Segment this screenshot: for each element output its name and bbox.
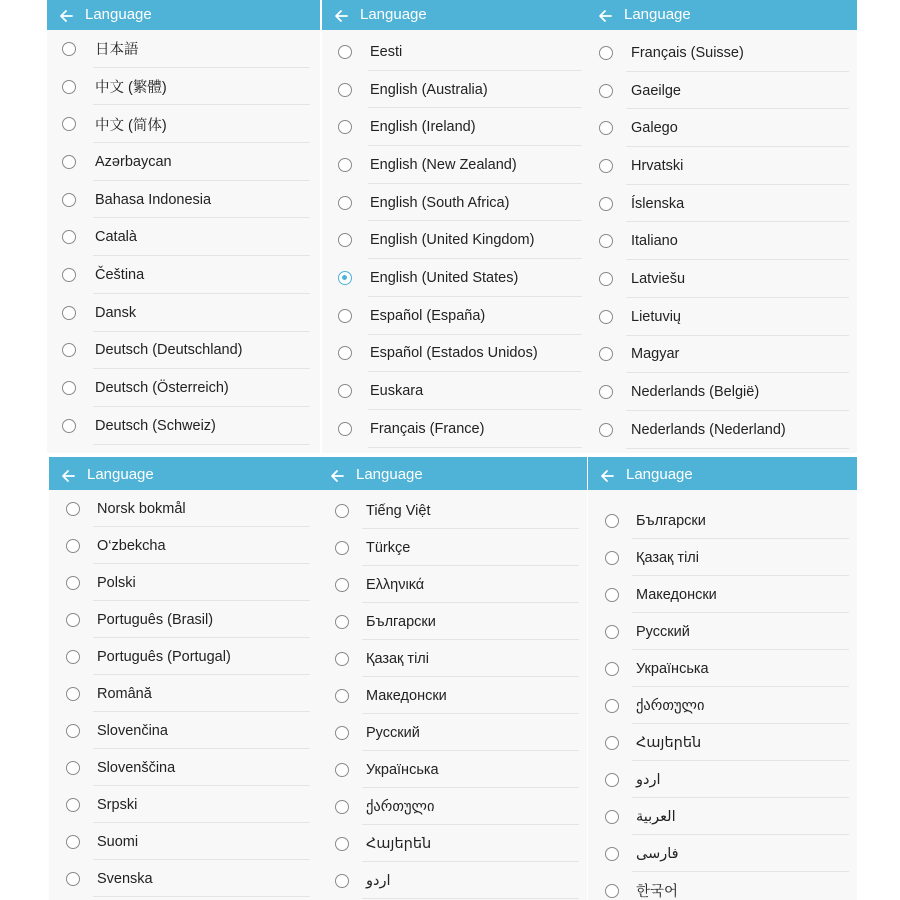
app-bar	[318, 457, 587, 490]
language-option[interactable]	[49, 490, 318, 527]
language-option[interactable]	[49, 823, 318, 860]
radio-unselected-icon[interactable]	[605, 847, 619, 861]
radio-unselected-icon[interactable]	[66, 576, 80, 590]
language-label: Македонски	[366, 687, 447, 704]
language-option[interactable]	[588, 539, 857, 576]
language-label: Svenska	[97, 870, 153, 887]
radio-unselected-icon[interactable]	[599, 423, 613, 437]
radio-unselected-icon[interactable]	[66, 798, 80, 812]
language-label: English (Australia)	[370, 81, 488, 98]
language-option[interactable]	[49, 564, 318, 601]
radio-unselected-icon[interactable]	[335, 652, 349, 666]
radio-unselected-icon[interactable]	[62, 42, 76, 56]
back-arrow-icon[interactable]	[330, 469, 344, 483]
radio-unselected-icon[interactable]	[62, 419, 76, 433]
language-label: Հայերեն	[636, 734, 702, 751]
radio-unselected-icon[interactable]	[62, 343, 76, 357]
app-bar	[588, 457, 857, 490]
language-option[interactable]	[318, 788, 587, 825]
radio-unselected-icon[interactable]	[62, 80, 76, 94]
radio-unselected-icon[interactable]	[335, 578, 349, 592]
language-option[interactable]	[49, 749, 318, 786]
language-option[interactable]	[49, 712, 318, 749]
language-option[interactable]	[49, 675, 318, 712]
language-label: Հայերեն	[366, 835, 432, 852]
language-option[interactable]	[47, 105, 320, 143]
language-label: Nederlands (België)	[631, 384, 760, 401]
language-list[interactable]	[322, 33, 586, 453]
radio-unselected-icon[interactable]	[66, 761, 80, 775]
app-bar	[322, 0, 586, 30]
back-arrow-icon[interactable]	[598, 9, 612, 23]
language-label: Tiếng Việt	[366, 502, 431, 519]
language-option[interactable]	[47, 218, 320, 256]
language-option[interactable]	[47, 294, 320, 332]
language-label: Українська	[636, 660, 709, 677]
language-option[interactable]	[588, 687, 857, 724]
radio-unselected-icon[interactable]	[66, 613, 80, 627]
language-label: Español (España)	[370, 307, 486, 324]
app-bar	[49, 457, 318, 490]
radio-unselected-icon[interactable]	[599, 272, 613, 286]
language-label: Български	[636, 512, 706, 529]
language-option[interactable]	[588, 502, 857, 539]
language-option[interactable]	[49, 601, 318, 638]
language-label: Suomi	[97, 833, 139, 850]
language-label: Español (Estados Unidos)	[370, 345, 538, 362]
language-label: Slovenčina	[97, 722, 168, 739]
radio-unselected-icon[interactable]	[599, 234, 613, 248]
language-label: Ελληνικά	[366, 576, 425, 593]
radio-unselected-icon[interactable]	[338, 346, 352, 360]
radio-unselected-icon[interactable]	[62, 268, 76, 282]
radio-unselected-icon[interactable]	[599, 159, 613, 173]
app-bar	[586, 0, 857, 30]
radio-unselected-icon[interactable]	[335, 837, 349, 851]
language-option[interactable]	[588, 798, 857, 835]
language-label: English (South Africa)	[370, 194, 510, 211]
language-option[interactable]	[322, 297, 586, 335]
radio-unselected-icon[interactable]	[599, 347, 613, 361]
language-option[interactable]	[586, 222, 857, 260]
page-title: Language	[356, 466, 423, 483]
language-list[interactable]	[47, 30, 320, 453]
language-option[interactable]	[47, 369, 320, 407]
language-list[interactable]	[588, 502, 857, 900]
language-option[interactable]	[586, 185, 857, 223]
language-list[interactable]	[49, 490, 318, 900]
radio-unselected-icon[interactable]	[605, 551, 619, 565]
radio-unselected-icon[interactable]	[335, 615, 349, 629]
language-label: O‘zbekcha	[97, 537, 166, 554]
radio-unselected-icon[interactable]	[338, 196, 352, 210]
language-option[interactable]	[588, 576, 857, 613]
language-option[interactable]	[586, 260, 857, 298]
language-label: Magyar	[631, 346, 680, 363]
language-label: ქართული	[366, 798, 435, 815]
language-label: Français (Suisse)	[631, 44, 744, 61]
row-divider	[362, 898, 579, 899]
language-label: Srpski	[97, 796, 138, 813]
radio-unselected-icon[interactable]	[62, 230, 76, 244]
radio-unselected-icon[interactable]	[62, 117, 76, 131]
language-panel-bottom-right	[588, 457, 857, 900]
language-label: فارسی	[636, 845, 679, 862]
radio-unselected-icon[interactable]	[605, 810, 619, 824]
language-label: Қазақ тілі	[636, 549, 699, 566]
language-option[interactable]	[49, 860, 318, 897]
language-panel-bottom-middle	[318, 457, 587, 900]
language-option[interactable]	[586, 373, 857, 411]
radio-unselected-icon[interactable]	[605, 514, 619, 528]
radio-unselected-icon[interactable]	[66, 650, 80, 664]
language-label: Lietuvių	[631, 308, 681, 325]
radio-unselected-icon[interactable]	[338, 120, 352, 134]
radio-unselected-icon[interactable]	[605, 588, 619, 602]
radio-unselected-icon[interactable]	[338, 83, 352, 97]
language-label: 中文 (繁體)	[95, 80, 167, 97]
language-label: Nederlands (Nederland)	[631, 421, 786, 438]
language-label: Gaeilge	[631, 82, 681, 99]
language-option[interactable]	[322, 108, 586, 146]
language-option[interactable]	[47, 143, 320, 181]
language-option[interactable]	[318, 862, 587, 899]
language-option[interactable]	[588, 761, 857, 798]
radio-unselected-icon[interactable]	[605, 884, 619, 898]
language-label: English (United Kingdom)	[370, 232, 535, 249]
radio-unselected-icon[interactable]	[338, 422, 352, 436]
radio-unselected-icon[interactable]	[66, 835, 80, 849]
language-label: Български	[366, 613, 436, 630]
radio-unselected-icon[interactable]	[335, 763, 349, 777]
language-option[interactable]	[322, 221, 586, 259]
language-option[interactable]	[586, 109, 857, 147]
language-option[interactable]	[586, 72, 857, 110]
language-label: Deutsch (Deutschland)	[95, 342, 243, 359]
radio-unselected-icon[interactable]	[62, 155, 76, 169]
language-label: Dansk	[95, 304, 137, 321]
language-option[interactable]	[318, 529, 587, 566]
language-option[interactable]	[588, 835, 857, 872]
language-panel-top-right	[586, 0, 857, 453]
language-option[interactable]	[49, 786, 318, 823]
radio-unselected-icon[interactable]	[62, 306, 76, 320]
language-label: Slovenščina	[97, 759, 176, 776]
language-option[interactable]	[588, 650, 857, 687]
language-option[interactable]	[322, 410, 586, 448]
language-option[interactable]	[49, 638, 318, 675]
language-label: Українська	[366, 761, 439, 778]
language-option[interactable]	[322, 372, 586, 410]
language-option[interactable]	[49, 527, 318, 564]
radio-unselected-icon[interactable]	[605, 773, 619, 787]
language-label: Galego	[631, 120, 678, 137]
language-panel-top-left	[47, 0, 320, 453]
language-panel-bottom-left	[49, 457, 318, 900]
radio-unselected-icon[interactable]	[599, 310, 613, 324]
language-option[interactable]	[586, 411, 857, 449]
language-label: Português (Portugal)	[97, 648, 231, 665]
language-option[interactable]	[322, 71, 586, 109]
language-label: Italiano	[631, 233, 678, 250]
radio-unselected-icon[interactable]	[599, 197, 613, 211]
radio-unselected-icon[interactable]	[605, 736, 619, 750]
language-label: Deutsch (Schweiz)	[95, 417, 216, 434]
radio-unselected-icon[interactable]	[62, 381, 76, 395]
radio-unselected-icon[interactable]	[66, 687, 80, 701]
language-option[interactable]	[47, 181, 320, 219]
language-option[interactable]	[322, 146, 586, 184]
radio-unselected-icon[interactable]	[338, 309, 352, 323]
language-label: Português (Brasil)	[97, 611, 214, 628]
back-arrow-icon[interactable]	[334, 9, 348, 23]
language-label: Eesti	[370, 43, 403, 60]
back-arrow-icon[interactable]	[600, 469, 614, 483]
radio-unselected-icon[interactable]	[335, 800, 349, 814]
language-option[interactable]	[47, 256, 320, 294]
radio-unselected-icon[interactable]	[599, 46, 613, 60]
language-option[interactable]	[586, 34, 857, 72]
radio-unselected-icon[interactable]	[66, 724, 80, 738]
radio-unselected-icon[interactable]	[335, 874, 349, 888]
language-label: Norsk bokmål	[97, 500, 186, 517]
language-label: 中文 (简体)	[95, 117, 167, 134]
radio-unselected-icon[interactable]	[605, 662, 619, 676]
language-label: Čeština	[95, 266, 145, 283]
language-label: Latviešu	[631, 270, 686, 287]
language-label: Қазақ тілі	[366, 650, 429, 667]
radio-unselected-icon[interactable]	[66, 539, 80, 553]
radio-selected-icon[interactable]	[338, 271, 352, 285]
language-option[interactable]	[588, 872, 857, 900]
page-title: Language	[85, 6, 152, 23]
radio-unselected-icon[interactable]	[338, 158, 352, 172]
language-label: العربية	[636, 808, 676, 825]
language-panel-top-middle	[322, 0, 586, 453]
language-option[interactable]	[47, 332, 320, 370]
radio-unselected-icon[interactable]	[335, 726, 349, 740]
language-option[interactable]	[318, 677, 587, 714]
page-title: Language	[624, 6, 691, 23]
language-option[interactable]	[588, 724, 857, 761]
language-label: Hrvatski	[631, 157, 684, 174]
language-label: ქართული	[636, 697, 705, 714]
row-divider	[368, 447, 582, 448]
language-option[interactable]	[322, 184, 586, 222]
page-title: Language	[626, 466, 693, 483]
language-label: Català	[95, 229, 137, 246]
radio-unselected-icon[interactable]	[335, 504, 349, 518]
language-label: Polski	[97, 574, 136, 591]
language-option[interactable]	[586, 336, 857, 374]
language-option[interactable]	[586, 298, 857, 336]
row-divider	[93, 896, 310, 897]
radio-unselected-icon[interactable]	[599, 121, 613, 135]
language-label: اردو	[636, 771, 661, 788]
radio-unselected-icon[interactable]	[66, 872, 80, 886]
page-title: Language	[360, 6, 427, 23]
language-option[interactable]	[586, 147, 857, 185]
language-option[interactable]	[588, 613, 857, 650]
page-title: Language	[87, 466, 154, 483]
radio-unselected-icon[interactable]	[335, 689, 349, 703]
language-label: English (United States)	[370, 269, 519, 286]
language-list[interactable]	[318, 492, 587, 900]
radio-unselected-icon[interactable]	[62, 193, 76, 207]
language-option[interactable]	[322, 33, 586, 71]
language-label: 한국어	[636, 884, 679, 900]
language-label: 日本語	[95, 42, 139, 59]
radio-unselected-icon[interactable]	[338, 384, 352, 398]
row-divider	[93, 444, 310, 445]
language-label: Deutsch (Österreich)	[95, 380, 229, 397]
language-label: اردو	[366, 872, 391, 889]
language-label: Íslenska	[631, 195, 685, 212]
back-arrow-icon[interactable]	[61, 469, 75, 483]
language-option[interactable]	[318, 714, 587, 751]
language-option[interactable]	[318, 825, 587, 862]
radio-unselected-icon[interactable]	[605, 625, 619, 639]
language-label: Bahasa Indonesia	[95, 191, 212, 208]
radio-unselected-icon[interactable]	[335, 541, 349, 555]
language-label: Македонски	[636, 586, 717, 603]
language-list[interactable]	[586, 34, 857, 453]
radio-unselected-icon[interactable]	[338, 45, 352, 59]
app-bar	[47, 0, 320, 30]
radio-unselected-icon[interactable]	[599, 385, 613, 399]
language-label: Русский	[366, 724, 420, 741]
language-label: Türkçe	[366, 539, 411, 556]
radio-unselected-icon[interactable]	[338, 233, 352, 247]
language-option[interactable]	[318, 640, 587, 677]
language-label: English (New Zealand)	[370, 156, 517, 173]
language-option[interactable]	[47, 30, 320, 68]
back-arrow-icon[interactable]	[59, 9, 73, 23]
language-label: Français (France)	[370, 420, 485, 437]
language-label: Русский	[636, 623, 690, 640]
radio-unselected-icon[interactable]	[66, 502, 80, 516]
language-label: Azərbaycan	[95, 153, 172, 170]
language-option[interactable]	[322, 335, 586, 373]
language-option[interactable]	[318, 751, 587, 788]
language-label: Euskara	[370, 383, 424, 400]
language-label: Română	[97, 685, 152, 702]
language-option[interactable]	[318, 603, 587, 640]
language-option[interactable]	[318, 492, 587, 529]
language-label: English (Ireland)	[370, 119, 476, 136]
row-divider	[626, 448, 849, 449]
language-option[interactable]	[47, 407, 320, 445]
language-option[interactable]	[322, 259, 586, 297]
radio-unselected-icon[interactable]	[599, 84, 613, 98]
radio-unselected-icon[interactable]	[605, 699, 619, 713]
language-option[interactable]	[318, 566, 587, 603]
language-option[interactable]	[47, 68, 320, 106]
